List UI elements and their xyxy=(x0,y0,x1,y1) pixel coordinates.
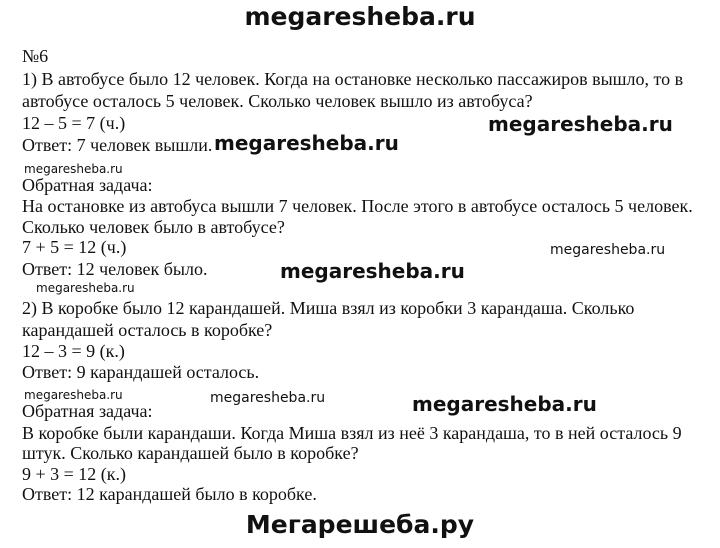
equation: 12 – 3 = 9 (к.) xyxy=(22,341,125,361)
watermark: megaresheba.ru xyxy=(280,259,465,283)
header-site-title: megaresheba.ru xyxy=(244,2,476,31)
watermark: megaresheba.ru xyxy=(36,281,135,295)
answer: Ответ: 9 карандашей осталось. xyxy=(22,362,260,382)
watermark: megaresheba.ru xyxy=(24,388,123,402)
footer-site-title: Мегарешеба.ру xyxy=(245,510,475,539)
task-line: штук. Сколько карандашей было в коробке? xyxy=(22,443,359,463)
task-line: На остановке из автобуса вышли 7 человек. После этого в автобусе осталось 5 человек. xyxy=(22,196,693,216)
answer: Ответ: 12 человек было. xyxy=(22,259,208,279)
answer: Ответ: 12 карандашей было в коробке. xyxy=(22,484,317,504)
answer: Ответ: 7 человек вышли. xyxy=(22,135,213,155)
watermark: megaresheba.ru xyxy=(24,162,123,176)
equation: 9 + 3 = 12 (к.) xyxy=(22,464,127,484)
task-line: В коробке были карандаши. Когда Миша взял из неё 3 карандаша, то в ней осталось 9 xyxy=(22,423,682,443)
task-number: №6 xyxy=(22,46,49,66)
watermark: megaresheba.ru xyxy=(488,112,673,136)
equation: 7 + 5 = 12 (ч.) xyxy=(22,237,127,257)
watermark: megaresheba.ru xyxy=(214,131,399,155)
watermark: megaresheba.ru xyxy=(412,392,597,416)
equation: 12 – 5 = 7 (ч.) xyxy=(22,113,126,133)
task-line: карандашей осталось в коробке? xyxy=(22,320,273,340)
task-line: автобусе осталось 5 человек. Сколько человек вышло из автобуса? xyxy=(22,91,533,111)
watermark: megaresheba.ru xyxy=(550,242,666,258)
task-line: Сколько человек было в автобусе? xyxy=(22,217,285,237)
inverse-heading: Обратная задача: xyxy=(22,175,153,195)
task-line: 2) В коробке было 12 карандашей. Миша взял из коробки 3 карандаша. Сколько xyxy=(22,298,635,318)
watermark: megaresheba.ru xyxy=(210,390,326,406)
task-line: 1) В автобусе было 12 человек. Когда на остановке несколько пассажиров вышло, то в xyxy=(22,69,684,89)
inverse-heading: Обратная задача: xyxy=(22,401,153,421)
